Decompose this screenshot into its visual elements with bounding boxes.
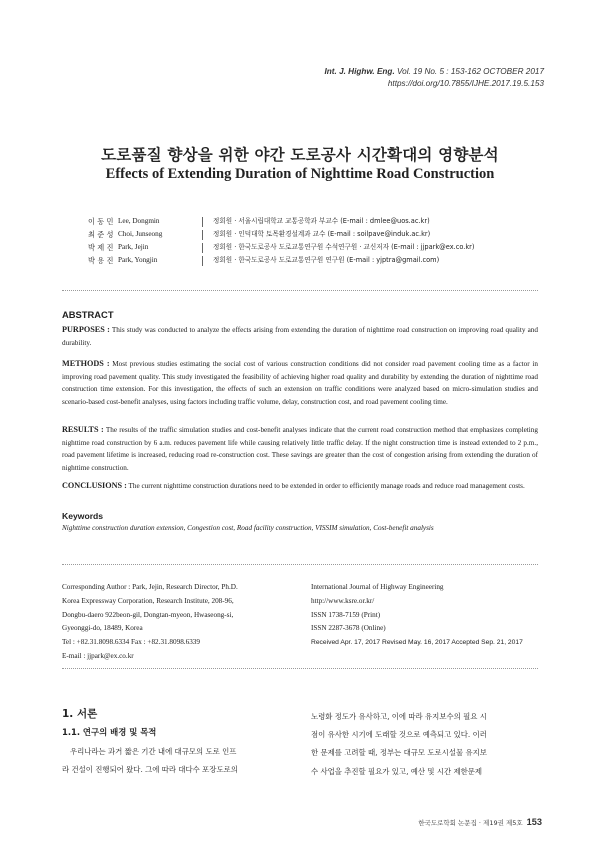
author-row: [88, 241, 474, 254]
info-line: ISSN 1738-7159 (Print): [311, 610, 381, 619]
abstract-results: [62, 424, 538, 474]
conclusions-text: The current nighttime construction durations need to be extended in order to efficiently manage roads and reduce road management costs.: [126, 482, 525, 490]
corresponding-author-info: [62, 581, 292, 664]
body-line: 점이 유사한 시기에 도래할 것으로 예측되고 있다. 이러: [311, 730, 487, 740]
author-name-ko: 박 제 진: [88, 243, 114, 252]
subsection-heading: 1.1. 연구의 배경 및 목적: [62, 727, 157, 737]
author-name-ko: 박 용 진: [88, 256, 114, 265]
corr-line: Tel : +82.31.8098.6334 Fax : +82.31.8098.6339: [62, 638, 200, 647]
methods-text: Most previous studies estimating the social cost of various construction conditions did not consider road pavement cooling time as a factor in improving road pavement quality. This study investigated the feasibility of achieving higher road quality and durability by extending the duration of nighttime road construction time extension. For this investigation, the effects of such an extension on traffic conditions were analyzed based on micro-simulation studies and scenario-based cost-benefit analyses, using factors including traffic volume, delay, construction cost, and road pavement cooling time.: [62, 360, 538, 406]
author-row: [88, 228, 474, 241]
corr-line: E-mail : jjpark@ex.co.kr: [62, 651, 134, 660]
keywords-text: Nighttime construction duration extension, Congestion cost, Road facility construction, VISSIM simulation, Cost-benefit analysis: [62, 524, 434, 532]
author-affiliation: 정회원 · 서울시립대학교 교통공학과 부교수 (E-mail : dmlee@uos.ac.kr): [213, 217, 430, 225]
author-affiliation: 정회원 · 한국도로공사 도로교통연구원 수석연구원 · 교신저자 (E-mail : jjpark@ex.co.kr): [213, 243, 475, 251]
journal-info: [311, 581, 541, 650]
divider-middle: [62, 564, 538, 565]
abstract-heading: ABSTRACT: [62, 309, 114, 320]
body-column-left: [62, 743, 291, 779]
body-line: 노령화 정도가 유사하고, 이에 따라 유지보수의 필요 시: [311, 712, 487, 721]
author-name-ko: 최 준 성: [88, 230, 114, 239]
author-name-ko: 이 동 민: [88, 217, 114, 226]
info-line: International Journal of Highway Engineering: [311, 583, 444, 591]
body-column-right: [311, 708, 539, 781]
author-name-en: Park, Yongjin: [118, 256, 158, 264]
methods-label: METHODS :: [62, 359, 110, 368]
page-number: 153: [526, 817, 542, 827]
divider-top: [62, 290, 538, 291]
corr-line: Gyeonggi-do, 18489, Korea: [62, 624, 143, 633]
author-row: [88, 215, 474, 228]
title-korean: 도로품질 향상을 위한 야간 도로공사 시간확대의 영향분석: [101, 146, 499, 164]
section-heading: 1. 서론: [62, 708, 98, 720]
received-dates: Received Apr. 17, 2017 Revised May. 16, 2017 Accepted Sep. 21, 2017: [311, 639, 523, 647]
journal-name: Int. J. Highw. Eng.: [324, 67, 395, 76]
corr-line: Corresponding Author : Park, Jejin, Research Director, Ph.D.: [62, 583, 238, 591]
conclusions-label: CONCLUSIONS :: [62, 481, 127, 490]
journal-doi: https://doi.org/10.7855/IJHE.2017.19.5.153: [387, 79, 544, 88]
purposes-text: This study was conducted to analyze the effects arising from extending the duration of nighttime road construction on improving road quality and durability.: [62, 326, 538, 347]
abstract-purposes: [62, 324, 538, 349]
body-line: 수 사업을 추진할 필요가 있고, 예산 및 시간 제한문제: [311, 766, 483, 776]
journal-header: [325, 66, 544, 90]
results-label: RESULTS :: [62, 425, 104, 434]
author-divider: [202, 230, 203, 240]
author-divider: [202, 243, 203, 253]
corr-line: Dongbu-daero 922beon-gil, Dongtan-myeon, Hwaseong-si,: [62, 610, 234, 619]
author-list: [88, 215, 474, 267]
author-divider: [202, 217, 203, 227]
corr-line: Korea Expressway Corporation, Research Institute, 208-96,: [62, 596, 234, 605]
title-english: Effects of Extending Duration of Nighttime Road Construction: [105, 166, 495, 182]
body-line: 한 문제를 고려할 때, 정부는 대규모 도로시설물 유지보: [311, 748, 487, 758]
info-line: ISSN 2287-3678 (Online): [311, 624, 386, 633]
body-line: 우리나라는 과거 짧은 기간 내에 대규모의 도로 인프: [70, 747, 237, 756]
purposes-label: PURPOSES :: [62, 325, 110, 334]
info-line: http://www.ksre.or.kr/: [311, 596, 375, 605]
results-text: The results of the traffic simulation studies and cost-benefit analyses indicate that the current road construction method that emphasizes completing nighttime road construction by 6 a.m. reduces pavement life while causing relatively little traffic delay. If the night construction time is instead extended to 2 p.m., road pavement lifetime is increased, reducing road re-construction cost. These savings are greater than the cost of congestion arising from extending the duration of nighttime construction.: [62, 426, 538, 472]
author-affiliation: 정회원 · 한국도로공사 도로교통연구원 연구원 (E-mail : yjptra@gmail.com): [213, 256, 440, 264]
abstract-methods: [62, 358, 538, 408]
abstract-conclusions: [62, 480, 538, 493]
author-row: [88, 254, 474, 267]
author-name-en: Choi, Junseong: [118, 230, 163, 238]
author-name-en: Lee, Dongmin: [118, 217, 160, 225]
author-affiliation: 정회원 · 인덕대학 토목환경설계과 교수 (E-mail : soilpave@induk.ac.kr): [213, 230, 431, 238]
journal-citation: [325, 66, 544, 78]
journal-volume: Vol. 19 No. 5 : 153-162 OCTOBER 2017: [394, 67, 544, 76]
keywords-heading: Keywords: [62, 511, 104, 521]
author-name-en: Park, Jejin: [118, 243, 149, 251]
divider-bottom: [62, 668, 538, 669]
footer-journal: 한국도로학회 논문집 · 제19권 제5호: [418, 819, 523, 827]
author-divider: [202, 256, 203, 266]
page-footer: [418, 817, 542, 827]
body-line: 라 건설이 진행되어 왔다. 그에 따라 대다수 포장도로의: [62, 765, 238, 775]
